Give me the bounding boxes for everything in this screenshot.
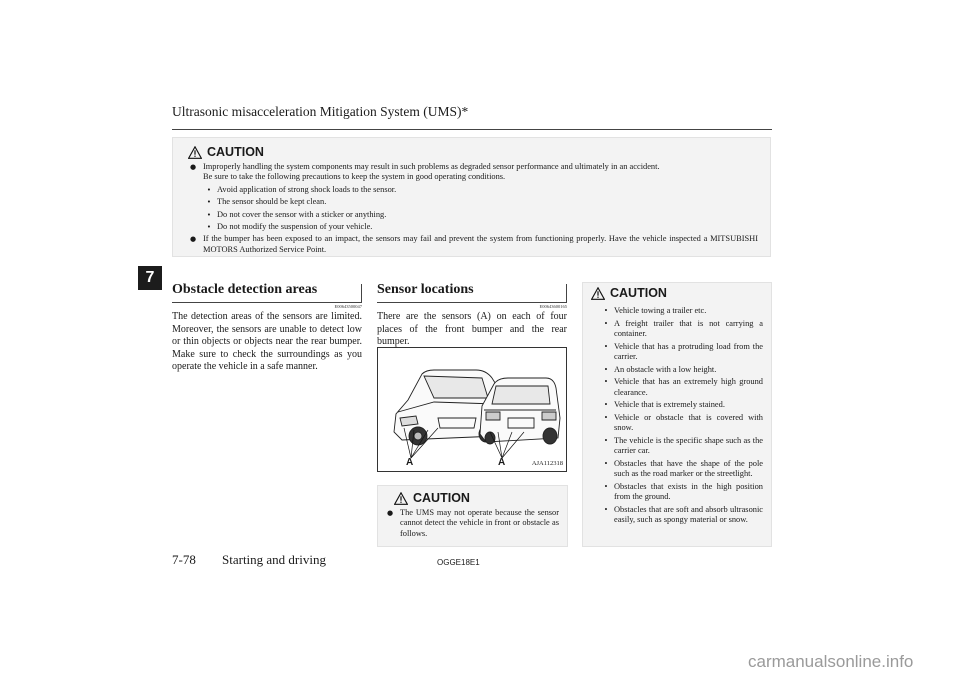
caution-subitem: • Vehicle towing a trailer etc. (604, 306, 707, 315)
section-rule (377, 302, 567, 303)
footer-section-name: Starting and driving (222, 552, 326, 567)
caution-subitem: • The sensor should be kept clean. (206, 197, 327, 207)
caution-item-text: If the bumper has been exposed to an impact, the sensors may fail and prevent the system from functioning properly. Have the vehicle inspected a MITSUBISHI MOTORS Authorized Service Point. (203, 234, 758, 254)
caution-subitem: • Do not modify the suspension of your vehicle. (206, 222, 373, 232)
sensor-section (377, 282, 567, 349)
caution-item-line: Be sure to take the following precautions to keep the system in good operating conditions. (203, 172, 506, 182)
circle-bullet-icon: ● (190, 163, 197, 171)
section-rule-tick (566, 284, 567, 303)
caution-item-line: Improperly handling the system components may result in such problems as degraded sensor performance and ultimately in an accident. (203, 162, 660, 171)
header-rule (172, 129, 772, 130)
caution-subitem: • Vehicle or obstacle that is covered with snow. (604, 413, 763, 433)
section-body: There are the sensors (A) on each of four places of the front bumper and the rear bumper. (377, 311, 567, 348)
caution-subitem: • A freight trailer that is not carrying a container. (604, 318, 763, 338)
section-rule-tick (361, 284, 362, 303)
caution-subitem: • Vehicle that is extremely stained. (604, 400, 725, 410)
caution-label: CAUTION (610, 286, 667, 300)
section-code: E00643500047 (334, 304, 362, 309)
right-caution-box (582, 282, 772, 547)
chapter-tab: 7 (138, 266, 162, 290)
warning-triangle-icon (591, 287, 605, 300)
caution-subitem: • Obstacles that are soft and absorb ultrasonic easily, such as spongy material or snow. (604, 504, 763, 525)
top-caution-box (172, 137, 771, 257)
caution-subitem: • Avoid application of strong shock loads to the sensor. (206, 184, 397, 194)
caution-subitem: • The vehicle is the specific shape such as the carrier car. (604, 436, 763, 456)
obstacle-section (172, 282, 362, 374)
caution-header (394, 491, 567, 505)
caution-subitem: • Vehicle that has an extremely high ground clearance. (604, 377, 763, 397)
watermark-text: carmanualsonline.info (748, 652, 914, 671)
circle-bullet-icon: ● (387, 509, 394, 517)
figure-label-a: A (406, 457, 414, 468)
figure-code: AJA112318 (531, 460, 563, 467)
caution-label: CAUTION (413, 491, 470, 505)
caution-subitem: • Obstacles that exists in the high position from the ground. (604, 481, 763, 502)
caution-header (188, 145, 770, 159)
doc-code: OGGE18E1 (437, 558, 480, 567)
caution-item (190, 234, 758, 255)
caution-subitem: • Vehicle that has a protruding load from the carrier. (604, 341, 763, 361)
caution-subitem: • Do not cover the sensor with a sticker or anything. (206, 209, 387, 219)
section-code: E00643600165 (539, 304, 567, 309)
sensor-caution-box (377, 485, 568, 547)
page-header-title: Ultrasonic misacceleration Mitigation System (UMS)* (172, 104, 469, 119)
caution-label: CAUTION (207, 145, 264, 159)
warning-triangle-icon (188, 146, 202, 159)
caution-subitem: • Obstacles that have the shape of the pole such as the road marker or the streetlight. (604, 458, 763, 479)
caution-subitem: • An obstacle with a low height. (604, 364, 717, 374)
caution-item (190, 162, 758, 232)
figure-label-a: A (498, 457, 506, 468)
section-rule (172, 302, 362, 303)
warning-triangle-icon (394, 492, 408, 505)
section-title: Obstacle detection areas (172, 282, 318, 297)
caution-item-text: The UMS may not operate because the sensor cannot detect the vehicle in front or obstacle as follows. (400, 508, 559, 538)
circle-bullet-icon: ● (190, 235, 197, 244)
page-number: 7-78 (172, 552, 196, 567)
car-illustration (378, 348, 566, 471)
sensor-figure (377, 347, 567, 472)
caution-header (591, 286, 771, 300)
section-title: Sensor locations (377, 282, 474, 297)
caution-item (387, 508, 559, 539)
caution-list (603, 306, 763, 526)
section-body: The detection areas of the sensors are limited. Moreover, the sensors are unable to detect low or thin objects or objects near the rear bumper. Make sure to check the surroundings as you operate the vehicle in a safe manner. (172, 311, 362, 373)
